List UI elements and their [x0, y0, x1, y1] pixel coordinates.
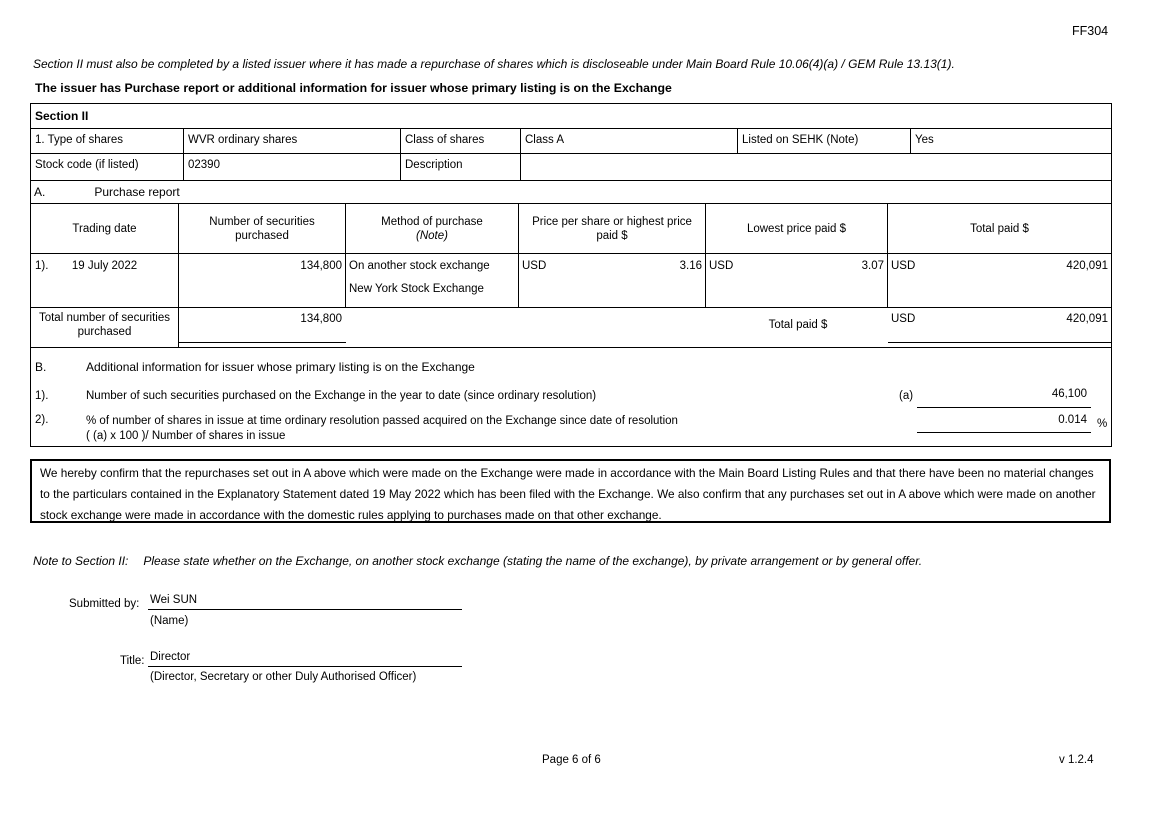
section2-intro-note: Section II must also be completed by a listed issuer where it has made a repurchase of shares which is discloseable under Main Board Rule 10.06(4)(a) / GEM Rule 13.13(1). — [33, 57, 955, 71]
header-total-paid: Total paid $ — [970, 222, 1029, 235]
total-paid-field — [888, 313, 1111, 343]
item2-text-line2: ( (a) x 100 )/ Number of shares in issue — [86, 430, 286, 442]
price-currency: USD — [522, 260, 547, 272]
row-index: 1). — [35, 260, 49, 272]
listed-on-sehk-label: Listed on SEHK (Note) — [738, 129, 911, 153]
section-b-title: Additional information for issuer whose primary listing is on the Exchange — [86, 360, 475, 374]
total-value: 420,091 — [1066, 260, 1108, 272]
item2-index: 2). — [35, 414, 49, 426]
method-line1: On another stock exchange — [349, 260, 490, 272]
class-of-shares-value: Class A — [521, 129, 738, 153]
purchase-table-header-row — [31, 204, 1111, 254]
trading-date-value: 19 July 2022 — [71, 260, 138, 272]
type-of-shares-row — [31, 129, 1111, 154]
note-text: Please state whether on the Exchange, on another stock exchange (stating the name of the exchange), by private arrangement or by general offer. — [143, 554, 923, 568]
note-label: Note to Section II: — [33, 554, 129, 568]
section2-title: Section II — [35, 109, 89, 123]
header-price-per-share: Price per share or highest price paid $ — [519, 204, 706, 253]
section-b-letter: B. — [35, 360, 47, 374]
total-currency: USD — [891, 260, 916, 272]
submitted-by-caption: (Name) — [150, 615, 189, 627]
cell-trading-date — [31, 254, 179, 307]
total-number-value: 134,800 — [179, 313, 346, 343]
item1-value: 46,100 — [917, 388, 1091, 408]
cell-total-paid — [888, 254, 1111, 307]
purchase-totals-row — [31, 308, 1111, 348]
header-trading-date — [31, 204, 179, 253]
section-a-title: Purchase report — [94, 185, 180, 199]
method-line2: New York Stock Exchange — [349, 283, 484, 295]
item1-text: Number of such securities purchased on the Exchange in the year to date (since ordinary resolution) — [86, 390, 597, 402]
page-title: The issuer has Purchase report or additional information for issuer whose primary listing is on the Exchange — [35, 81, 672, 95]
item2-text-line1: % of number of shares in issue at time ordinary resolution passed acquired on the Exchange since date of resolution — [86, 415, 678, 427]
cell-price-per-share — [519, 254, 706, 307]
confirmation-statement: We hereby confirm that the repurchases set out in A above which were made on the Exchange were made in accordance with the Main Board Listing Rules and that there have been no material changes to the particulars contained in the Explanatory Statement dated 19 May 2022 which has been filed with the Exchange. We also confirm that any purchases set out in A above which were made on another stock exchange were made in accordance with the domestic rules applying to purchases made on that other exchange. — [30, 459, 1111, 523]
header-lowest-price: Lowest price paid $ — [706, 204, 888, 253]
class-of-shares-label: Class of shares — [401, 129, 521, 153]
cell-method-of-purchase — [346, 254, 519, 307]
item1-index: 1). — [35, 390, 49, 402]
total-paid-value: 420,091 — [1066, 313, 1108, 325]
title-value: Director — [148, 651, 462, 667]
total-number-label: Total number of securities purchased — [31, 308, 179, 347]
cell-number-purchased: 134,800 — [179, 254, 346, 307]
page-number: Page 6 of 6 — [542, 754, 601, 766]
header-number-purchased: Number of securities purchased — [179, 204, 346, 253]
type-of-shares-label: 1. Type of shares — [31, 129, 184, 153]
title-label: Title: — [120, 655, 145, 667]
total-paid-label: Total paid $ — [768, 319, 828, 331]
price-value: 3.16 — [679, 260, 702, 272]
section2-header-row — [31, 104, 1111, 129]
title-caption: (Director, Secretary or other Duly Authorised Officer) — [150, 671, 417, 683]
description-value — [521, 154, 1111, 180]
section-b — [31, 348, 1111, 446]
lowest-value: 3.07 — [861, 260, 884, 272]
cell-lowest-price — [706, 254, 888, 307]
submitted-by-label: Submitted by: — [69, 598, 140, 610]
section-a-letter: A. — [34, 185, 46, 199]
stock-code-value: 02390 — [184, 154, 401, 180]
item2-value: 0.014 — [917, 414, 1091, 433]
note-to-section2 — [33, 554, 922, 568]
item2-text — [86, 414, 776, 444]
header-method-line1: Method of purchase — [381, 215, 483, 228]
section-a-row — [31, 181, 1111, 204]
submitted-by-value: Wei SUN — [148, 594, 462, 610]
item1-ref: (a) — [899, 390, 914, 402]
listed-on-sehk-value: Yes — [915, 134, 934, 146]
purchase-data-row — [31, 254, 1111, 308]
stock-code-row — [31, 154, 1111, 181]
item2-unit: % — [1097, 418, 1108, 430]
section2-table — [30, 103, 1112, 447]
lowest-currency: USD — [709, 260, 734, 272]
form-code: FF304 — [1072, 24, 1109, 38]
header-method-note: (Note) — [416, 229, 448, 242]
type-of-shares-value: WVR ordinary shares — [184, 129, 401, 153]
header-trading-date-label: Trading date — [72, 222, 137, 235]
stock-code-label: Stock code (if listed) — [31, 154, 184, 180]
description-label: Description — [401, 154, 521, 180]
version-label: v 1.2.4 — [1059, 754, 1094, 766]
header-method-of-purchase — [346, 204, 519, 253]
total-paid-currency: USD — [891, 313, 916, 325]
